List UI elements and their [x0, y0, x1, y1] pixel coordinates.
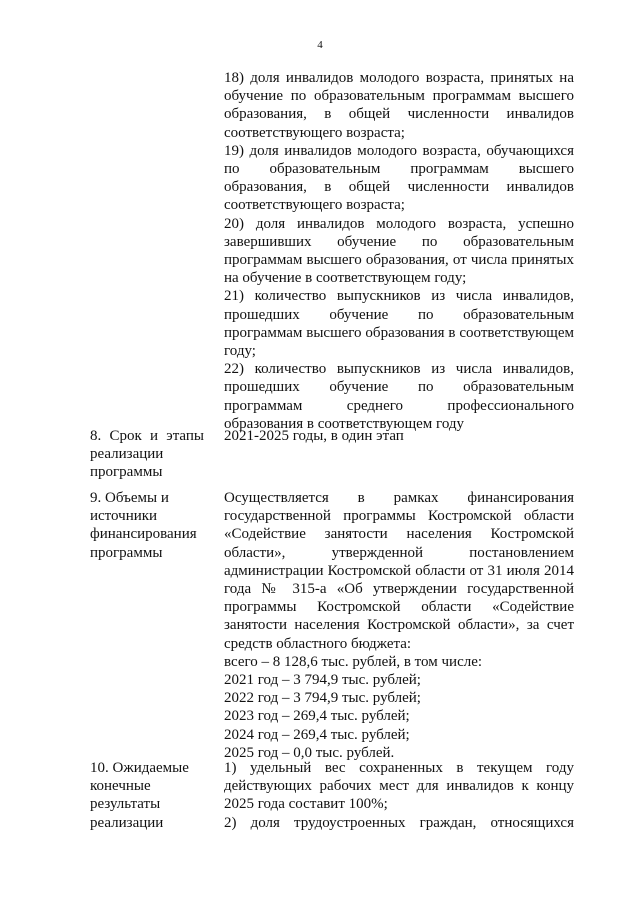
- financing-row: [90, 489, 574, 762]
- financing-year-2024: 2024 год – 269,4 тыс. рублей;: [224, 726, 410, 743]
- results-row: [90, 759, 574, 832]
- financing-year-2022: 2022 год – 3 794,9 тыс. рублей;: [224, 690, 421, 707]
- financing-year-2023: 2023 год – 269,4 тыс. рублей;: [224, 708, 410, 725]
- financing-year-2025: 2025 год – 0,0 тыс. рублей.: [224, 744, 395, 761]
- indicator-item-20: 20) доля инвалидов молодого возраста, успешно завершивших обучение по образовательным программам высшего образования, от числа принятых на обучение в соответствующем году;: [224, 215, 574, 287]
- financing-content: [224, 489, 574, 762]
- results-content: [224, 759, 574, 832]
- page-number: 4: [317, 39, 323, 51]
- term-label-line: реализации: [90, 446, 164, 463]
- indicator-item-18: 18) доля инвалидов молодого возраста, принятых на обучение по образовательным программам высшего образования, в общей численности инвалидов соответствующего возраста;: [224, 70, 574, 141]
- indicator-item-22: 22) количество выпускников из числа инвалидов, прошедших обучение по образовательным программам среднего профессионального образования в соответствующем году: [224, 361, 574, 432]
- financing-label-line: финансирования: [90, 526, 197, 543]
- term-label-line: 8. Срок и этапы: [90, 428, 204, 444]
- program-indicators-continuation: [224, 69, 574, 433]
- financing-year-2021: 2021 год – 3 794,9 тыс. рублей;: [224, 672, 421, 689]
- financing-label: [90, 489, 214, 762]
- results-label-line: 10. Ожидаемые: [90, 760, 189, 776]
- results-item-2: 2) доля трудоустроенных граждан, относящихся: [224, 814, 574, 831]
- indicator-item-19: 19) доля инвалидов молодого возраста, обучающихся по образовательным программам высшего образования, в общей численности инвалидов соответствующего возраста;: [224, 142, 574, 214]
- indicator-item-21: 21) количество выпускников из числа инвалидов, прошедших обучение по образовательным программам высшего образования в соответствующем году;: [224, 288, 574, 360]
- financing-label-line: 9. Объемы и: [90, 490, 169, 506]
- results-item-1: 1) удельный вес сохраненных в текущем году действующих рабочих мест для инвалидов к концу 2025 года составит 100%;: [224, 760, 574, 813]
- results-label-line: результаты: [90, 796, 161, 813]
- results-label: [90, 759, 214, 832]
- financing-total: всего – 8 128,6 тыс. рублей, в том числе:: [224, 653, 483, 670]
- term-value: [224, 427, 574, 482]
- financing-label-line: источники: [90, 508, 158, 525]
- financing-label-line: программы: [90, 544, 163, 561]
- results-label-line: конечные: [90, 778, 151, 795]
- results-label-line: реализации: [90, 814, 164, 831]
- term-row: [90, 427, 574, 482]
- term-label-line: программы: [90, 464, 163, 481]
- term-label: [90, 427, 214, 482]
- financing-description: Осуществляется в рамках финансирования государственной программы Костромской области «Содействие занятости населения Костромской области», утвержденной постановлением администрации Костромской области от 31 июля 2014 года № 315-а «Об утверждении государственной программы Костромской области «Содействие занятости населения Костромской области», за счет средств областного бюджета:: [224, 490, 574, 652]
- term-value-text: 2021-2025 годы, в один этап: [224, 428, 404, 444]
